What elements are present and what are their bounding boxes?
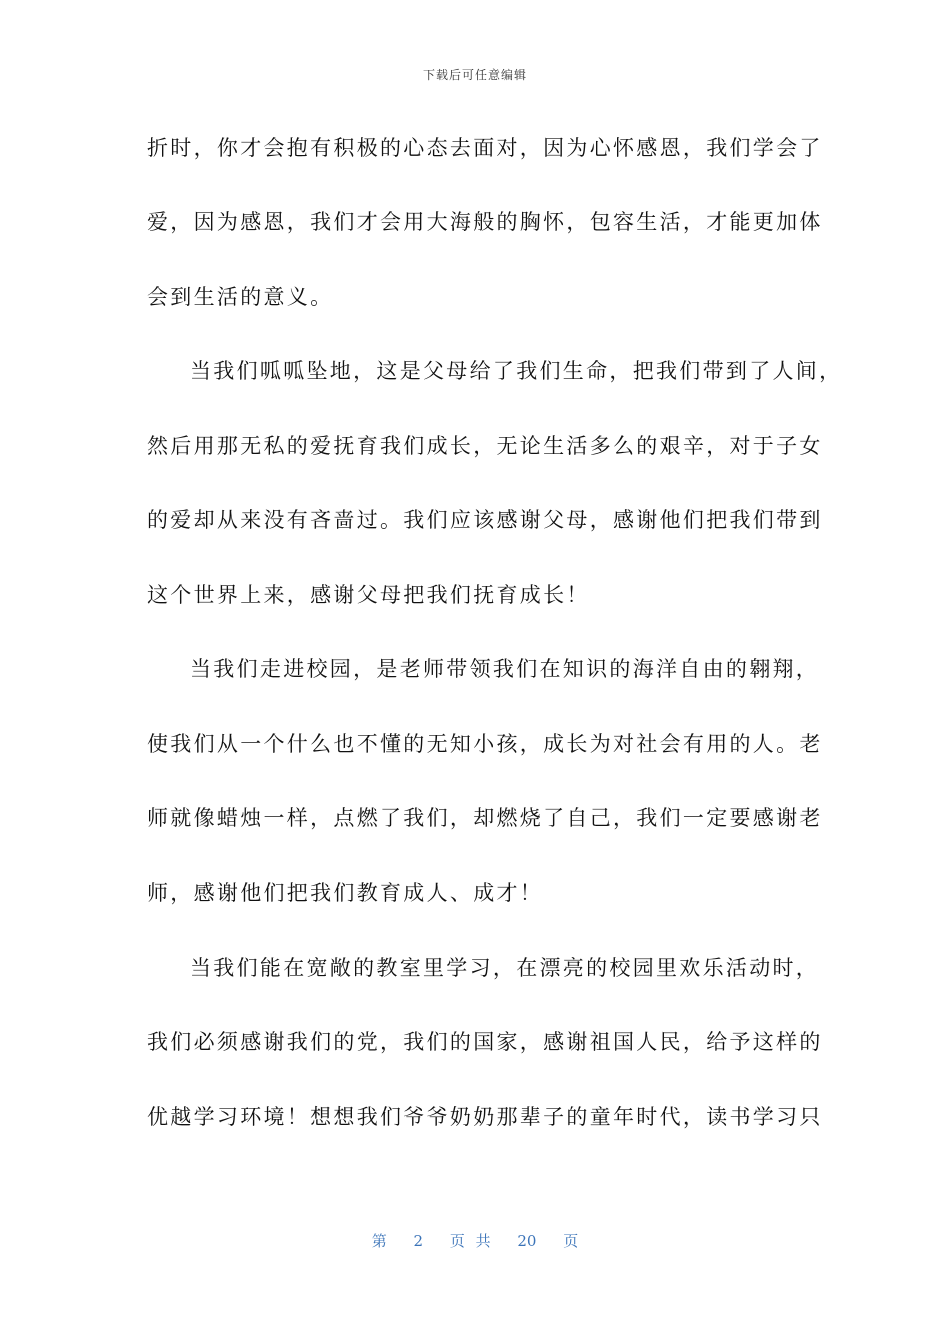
- text-line: 使我们从一个什么也不懂的无知小孩，成长为对社会有用的人。老: [147, 732, 823, 756]
- footer-total-pages: 20: [517, 1232, 537, 1250]
- text-line: 折时，你才会抱有积极的心态去面对，因为心怀感恩，我们学会了: [147, 136, 823, 160]
- paragraph-start-line: 当我们走进校园，是老师带领我们在知识的海洋自由的翱翔，: [190, 657, 820, 681]
- page-footer: [0, 1230, 950, 1251]
- text-line: 优越学习环境！想想我们爷爷奶奶那辈子的童年时代，读书学习只: [147, 1105, 823, 1129]
- text-line: 然后用那无私的爱抚育我们成长，无论生活多么的艰辛，对于子女: [147, 434, 823, 458]
- footer-label-of: 页 共: [449, 1232, 491, 1250]
- page-header: 下载后可任意编辑: [422, 68, 527, 82]
- text-line: 这个世界上来，感谢父母把我们抚育成长！: [147, 583, 590, 607]
- footer-label-pages: 页: [563, 1232, 579, 1250]
- text-line: 我们必须感谢我们的党，我们的国家，感谢祖国人民，给予这样的: [147, 1030, 823, 1054]
- text-line: 的爱却从来没有吝啬过。我们应该感谢父母，感谢他们把我们带到: [147, 508, 823, 532]
- paragraph-start-line: 当我们能在宽敞的教室里学习，在漂亮的校园里欢乐活动时，: [190, 956, 820, 980]
- footer-label-page: 第: [371, 1232, 387, 1250]
- text-line: 会到生活的意义。: [147, 285, 334, 309]
- text-line: 师，感谢他们把我们教育成人、成才！: [147, 881, 544, 905]
- paragraph-start-line: 当我们呱呱坠地，这是父母给了我们生命，把我们带到了人间，: [190, 359, 843, 383]
- text-line: 师就像蜡烛一样，点燃了我们，却燃烧了自己，我们一定要感谢老: [147, 806, 823, 830]
- footer-current-page: 2: [413, 1232, 424, 1250]
- text-line: 爱，因为感恩，我们才会用大海般的胸怀，包容生活，才能更加体: [147, 210, 823, 234]
